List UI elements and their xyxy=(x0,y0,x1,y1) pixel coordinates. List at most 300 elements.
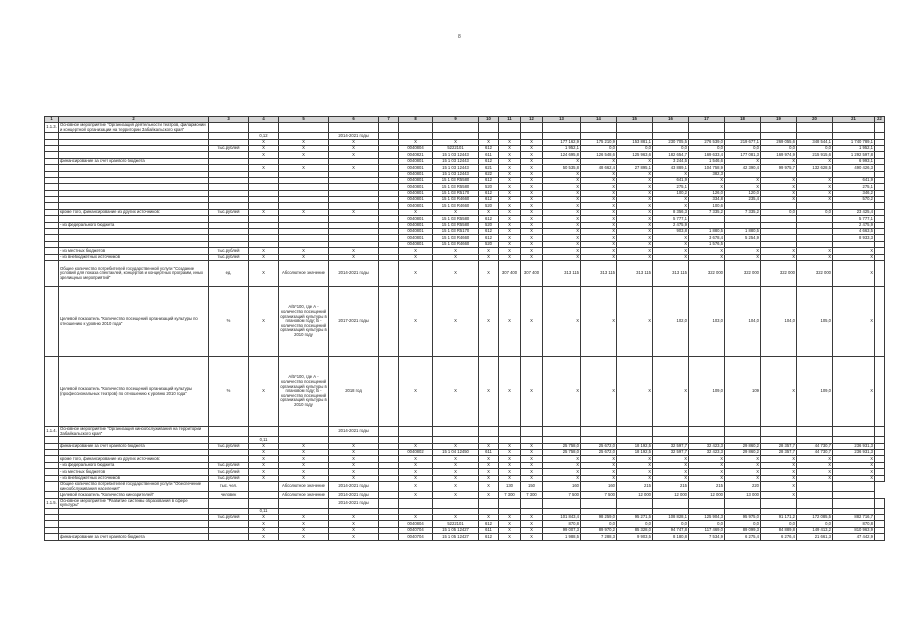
value-cell: X xyxy=(249,462,279,468)
value-cell: 235,4 xyxy=(725,197,761,203)
value-cell: 18 192,5 xyxy=(617,449,653,455)
value-cell xyxy=(433,427,479,437)
value-cell: 1 988,5 xyxy=(543,534,581,540)
value-cell: 0,11 xyxy=(249,508,279,514)
value-cell: X xyxy=(521,222,543,228)
value-cell: X xyxy=(581,235,617,241)
value-cell: X xyxy=(653,469,689,475)
value-cell: 109,0 xyxy=(689,357,725,427)
value-cell: 91 171,2 xyxy=(761,515,797,521)
value-cell: 0040801 xyxy=(399,203,433,209)
value-cell: X xyxy=(581,357,617,427)
value-cell: 15 1 03 R4660 xyxy=(433,241,479,247)
value-cell: 322 000 xyxy=(761,261,797,287)
value-cell: X xyxy=(279,521,329,527)
value-cell: 32 423,3 xyxy=(689,443,725,449)
value-cell: 95 271,5 xyxy=(617,515,653,521)
value-cell: 175 210,9 xyxy=(581,139,617,145)
value-cell: X xyxy=(433,481,479,491)
value-cell: 520 xyxy=(479,184,499,190)
value-cell: X xyxy=(499,190,521,196)
value-cell: 3 678,4 xyxy=(689,235,725,241)
value-cell: X xyxy=(399,357,433,427)
value-cell: X xyxy=(689,248,725,254)
value-cell: X xyxy=(479,443,499,449)
value-cell: 7 534,9 xyxy=(689,534,725,540)
value-cell: X xyxy=(833,254,875,260)
value-cell: 0040821 xyxy=(399,152,433,158)
value-cell: 153 881,1 xyxy=(617,139,653,145)
item-name-cell: Целевой показатель "Количество посещений организаций культуры (профессиональных театров) по отношению к уровню 2010 года" xyxy=(59,357,209,427)
item-code-cell xyxy=(45,481,59,491)
item-name-cell: финансирование за счет краевого бюджета xyxy=(59,534,209,540)
value-cell: X xyxy=(581,197,617,203)
value-cell: X xyxy=(499,177,521,183)
value-cell: X xyxy=(797,248,833,254)
value-cell: X xyxy=(499,203,521,209)
value-cell: X xyxy=(581,203,617,209)
value-cell: X xyxy=(653,248,689,254)
value-cell: X xyxy=(581,222,617,228)
value-cell: 15 1 03 R4660 xyxy=(433,235,479,241)
value-cell: X xyxy=(499,527,521,533)
item-code-cell: 1.1.3. xyxy=(45,123,59,133)
value-cell: 215 xyxy=(653,481,689,491)
value-cell xyxy=(725,427,761,437)
value-cell: X xyxy=(617,469,653,475)
value-cell: X xyxy=(479,261,499,287)
value-cell: X xyxy=(617,229,653,235)
value-cell: X xyxy=(653,357,689,427)
value-cell: 7 300 xyxy=(499,492,521,498)
value-cell: 0,0 xyxy=(653,521,689,527)
value-cell: X xyxy=(617,158,653,164)
item-code-cell: 1.1.5. xyxy=(45,498,59,508)
value-cell: 169 974,9 xyxy=(761,152,797,158)
item-name-cell: Целевой показатель "Количество посещений организаций культуры по отношению к уровню 2010 года" xyxy=(59,287,209,357)
item-name-cell: - из федерального бюджета xyxy=(59,462,209,468)
value-cell: X xyxy=(399,469,433,475)
value-cell: X xyxy=(581,216,617,222)
value-cell xyxy=(875,427,885,437)
value-cell: 2017-2021 годы xyxy=(329,287,379,357)
value-cell: X xyxy=(617,475,653,481)
value-cell: X xyxy=(833,475,875,481)
value-cell: 382,3 xyxy=(689,171,725,177)
value-cell: X xyxy=(833,462,875,468)
item-code-cell xyxy=(45,261,59,287)
value-cell: X xyxy=(433,254,479,260)
value-cell: X xyxy=(499,235,521,241)
value-cell: 612 xyxy=(479,229,499,235)
value-cell xyxy=(379,427,399,437)
value-cell: X xyxy=(329,534,379,540)
value-cell: X xyxy=(279,527,329,533)
value-cell: 44 730,7 xyxy=(797,449,833,455)
value-cell: 322 000 xyxy=(689,261,725,287)
value-cell: 622 xyxy=(479,171,499,177)
value-cell xyxy=(875,261,885,287)
value-cell: 7 300 xyxy=(521,492,543,498)
value-cell: X xyxy=(433,462,479,468)
value-cell: 160 xyxy=(581,481,617,491)
value-cell: X xyxy=(279,145,329,151)
item-name-cell: кроме того, финансирование из других источников: xyxy=(59,209,209,215)
value-cell: X xyxy=(581,469,617,475)
value-cell: X xyxy=(543,209,581,215)
value-cell: X xyxy=(521,209,543,215)
value-cell: X xyxy=(399,481,433,491)
value-cell: X xyxy=(689,456,725,462)
value-cell: тыс.рублей xyxy=(209,515,249,521)
value-cell: X xyxy=(521,521,543,527)
value-cell: X xyxy=(725,462,761,468)
value-cell: X xyxy=(833,287,875,357)
value-cell: 570,2 xyxy=(833,197,875,203)
value-cell: X xyxy=(617,254,653,260)
value-cell: 15 1 03 12443 xyxy=(433,152,479,158)
value-cell: X xyxy=(499,152,521,158)
value-cell: X xyxy=(581,171,617,177)
value-cell: X xyxy=(279,462,329,468)
value-cell: 0,12 xyxy=(249,133,279,139)
value-cell: X xyxy=(797,456,833,462)
value-cell: X xyxy=(499,521,521,527)
value-cell: 0,0 xyxy=(761,521,797,527)
value-cell: 1 880,5 xyxy=(689,229,725,235)
value-cell: X xyxy=(581,241,617,247)
value-cell xyxy=(617,123,653,133)
value-cell: 215 xyxy=(617,481,653,491)
value-cell: X xyxy=(653,475,689,481)
value-cell: 0040802 xyxy=(399,449,433,455)
value-cell: 15 1 03 12443 xyxy=(433,171,479,177)
value-cell: X xyxy=(479,475,499,481)
value-cell: X xyxy=(833,248,875,254)
item-name-cell: Общее количество потребителей государственной услуги "Создание условий для показа спектаклей, концертов и концертных программ, иных зрелищных мероприятий" xyxy=(59,261,209,287)
value-cell: X xyxy=(833,357,875,427)
value-cell: 94 747,8 xyxy=(653,527,689,533)
value-cell: 0,0 xyxy=(797,209,833,215)
value-cell: X xyxy=(617,216,653,222)
value-cell: X xyxy=(581,229,617,235)
value-cell: X xyxy=(617,203,653,209)
value-cell: 612 xyxy=(479,177,499,183)
value-cell: X xyxy=(433,209,479,215)
value-cell: 612 xyxy=(479,216,499,222)
table-row xyxy=(45,261,885,287)
value-cell: X xyxy=(521,158,543,164)
value-cell: 3 244,5 xyxy=(653,158,689,164)
value-cell: X xyxy=(279,248,329,254)
value-cell: X xyxy=(521,515,543,521)
value-cell: X xyxy=(797,177,833,183)
value-cell: X xyxy=(399,456,433,462)
value-cell: X xyxy=(249,443,279,449)
value-cell: 25 672,0 xyxy=(581,449,617,455)
value-cell: X xyxy=(581,177,617,183)
value-cell: X xyxy=(499,145,521,151)
value-cell: 8 933,3 xyxy=(833,235,875,241)
value-cell: 85 328,0 xyxy=(617,527,653,533)
value-cell: 182 654,7 xyxy=(653,152,689,158)
value-cell: X xyxy=(797,190,833,196)
value-cell: X xyxy=(249,475,279,481)
value-cell: 15 1 05 12427 xyxy=(433,527,479,533)
value-cell: X xyxy=(581,475,617,481)
value-cell: 15 1 03 R5170 xyxy=(433,229,479,235)
value-cell: 0,0 xyxy=(761,209,797,215)
value-cell: 149 413,2 xyxy=(797,527,833,533)
value-cell: X xyxy=(521,235,543,241)
value-cell: X xyxy=(543,216,581,222)
value-cell: 104,0 xyxy=(725,287,761,357)
value-cell: X xyxy=(543,222,581,228)
value-cell xyxy=(875,534,885,540)
value-cell: X xyxy=(761,248,797,254)
value-cell: 0040801 xyxy=(399,229,433,235)
value-cell: X xyxy=(433,287,479,357)
value-cell: X xyxy=(399,475,433,481)
value-cell: X xyxy=(521,190,543,196)
value-cell: 32 597,7 xyxy=(653,449,689,455)
value-cell xyxy=(249,481,279,491)
value-cell: X xyxy=(543,469,581,475)
value-cell xyxy=(379,357,399,427)
value-cell: X xyxy=(521,287,543,357)
value-cell: X xyxy=(329,456,379,462)
value-cell: 612 xyxy=(479,521,499,527)
value-cell: 101 843,4 xyxy=(543,515,581,521)
value-cell: 169 633,4 xyxy=(689,152,725,158)
value-cell xyxy=(875,357,885,427)
value-cell: 15 1 03 R5580 xyxy=(433,222,479,228)
value-cell xyxy=(379,123,399,133)
value-cell: X xyxy=(617,287,653,357)
value-cell: X xyxy=(833,469,875,475)
value-cell: 43 889,1 xyxy=(653,165,689,171)
value-cell: 18 192,5 xyxy=(617,443,653,449)
value-cell: A/Б*100, где А - количество посещений организаций культуры в плановом году; Б - количество посещений организаций культуры в 2010 году xyxy=(279,287,329,357)
value-cell: X xyxy=(499,209,521,215)
value-cell xyxy=(399,427,433,437)
value-cell: 0,0 xyxy=(581,145,617,151)
item-name-cell: - из внебюджетных источников xyxy=(59,254,209,260)
value-cell: 612 xyxy=(479,158,499,164)
value-cell: X xyxy=(249,254,279,260)
value-cell: X xyxy=(761,158,797,164)
value-cell: 84 889,8 xyxy=(761,527,797,533)
value-cell: 7 335,2 xyxy=(725,209,761,215)
value-cell: X xyxy=(761,481,797,491)
value-cell: X xyxy=(479,248,499,254)
value-cell: X xyxy=(521,241,543,247)
value-cell: 120,0 xyxy=(725,190,761,196)
value-cell: 641,9 xyxy=(653,177,689,183)
value-cell: X xyxy=(329,462,379,468)
value-cell: X xyxy=(479,515,499,521)
value-cell: X xyxy=(329,145,379,151)
value-cell: X xyxy=(653,456,689,462)
value-cell: X xyxy=(761,177,797,183)
value-cell: X xyxy=(521,216,543,222)
value-cell: 105,0 xyxy=(797,287,833,357)
value-cell xyxy=(499,498,521,508)
value-cell: 275,1 xyxy=(833,184,875,190)
value-cell: X xyxy=(617,177,653,183)
value-cell: X xyxy=(521,475,543,481)
value-cell: X xyxy=(329,521,379,527)
value-cell xyxy=(279,498,329,508)
value-cell: X xyxy=(761,475,797,481)
value-cell xyxy=(543,498,581,508)
value-cell: 621 xyxy=(479,165,499,171)
value-cell: X xyxy=(653,203,689,209)
value-cell: X xyxy=(399,515,433,521)
value-cell: X xyxy=(433,475,479,481)
value-cell: X xyxy=(329,443,379,449)
value-cell: 15 1 03 R4660 xyxy=(433,203,479,209)
value-cell: 12 000 xyxy=(653,492,689,498)
value-cell: X xyxy=(329,254,379,260)
value-cell: X xyxy=(521,165,543,171)
column-number: 15 xyxy=(617,117,653,123)
value-cell: 130 xyxy=(499,481,521,491)
value-cell: 1 880,5 xyxy=(725,229,761,235)
value-cell: X xyxy=(797,475,833,481)
value-cell: 0,0 xyxy=(725,521,761,527)
value-cell: X xyxy=(521,229,543,235)
value-cell: X xyxy=(399,248,433,254)
value-cell: 25 672,0 xyxy=(581,443,617,449)
value-cell: X xyxy=(543,357,581,427)
item-code-cell xyxy=(45,287,59,357)
value-cell: X xyxy=(797,462,833,468)
value-cell: человек xyxy=(209,492,249,498)
value-cell: X xyxy=(689,254,725,260)
value-cell xyxy=(209,123,249,133)
column-number: 6 xyxy=(329,117,379,123)
value-cell xyxy=(521,498,543,508)
value-cell: X xyxy=(761,190,797,196)
value-cell: X xyxy=(329,469,379,475)
value-cell xyxy=(833,123,875,133)
value-cell: X xyxy=(279,254,329,260)
value-cell xyxy=(689,498,725,508)
value-cell: X xyxy=(329,248,379,254)
column-number: 9 xyxy=(433,117,479,123)
value-cell: 15 1 03 12443 xyxy=(433,158,479,164)
value-cell: X xyxy=(279,515,329,521)
item-name-cell: Основное мероприятие "Организация кинообслуживания на территории Забайкальского края" xyxy=(59,427,209,437)
value-cell xyxy=(279,123,329,133)
page-number: 8 xyxy=(458,34,461,40)
value-cell: 1 952,1 xyxy=(543,145,581,151)
value-cell: X xyxy=(689,177,725,183)
value-cell: 0,0 xyxy=(761,145,797,151)
value-cell: X xyxy=(581,456,617,462)
value-cell: X xyxy=(653,254,689,260)
value-cell xyxy=(833,481,875,491)
value-cell xyxy=(761,498,797,508)
value-cell: тыс.рублей xyxy=(209,254,249,260)
value-cell xyxy=(499,123,521,133)
value-cell: 0,0 xyxy=(689,521,725,527)
value-cell: X xyxy=(689,184,725,190)
value-cell: 275,1 xyxy=(653,184,689,190)
value-cell: 0,0 xyxy=(689,145,725,151)
value-cell: X xyxy=(617,222,653,228)
value-cell: 50 535,8 xyxy=(543,165,581,171)
value-cell: 0,0 xyxy=(797,145,833,151)
column-number: 17 xyxy=(689,117,725,123)
value-cell: 89 970,2 xyxy=(581,527,617,533)
value-cell: X xyxy=(499,197,521,203)
value-cell: X xyxy=(279,469,329,475)
value-cell: 7 335,2 xyxy=(689,209,725,215)
value-cell: ед. xyxy=(209,261,249,287)
value-cell xyxy=(209,427,249,437)
value-cell xyxy=(797,123,833,133)
item-name-cell: Основное мероприятие "Организация деятельности театров, филармонии и концертной организации на территории Забайкальского края" xyxy=(59,123,209,133)
value-cell: X xyxy=(761,469,797,475)
value-cell: 28 357,7 xyxy=(761,449,797,455)
value-cell: X xyxy=(499,515,521,521)
value-cell: 612 xyxy=(479,190,499,196)
value-cell: 103,0 xyxy=(689,287,725,357)
value-cell: 0040801 xyxy=(399,165,433,171)
value-cell: X xyxy=(617,197,653,203)
value-cell: X xyxy=(249,165,279,171)
value-cell: 1 292 597,8 xyxy=(833,152,875,158)
value-cell: X xyxy=(249,145,279,151)
value-cell: X xyxy=(521,184,543,190)
value-cell: 15 1 04 12450 xyxy=(433,449,479,455)
value-cell: X xyxy=(279,534,329,540)
value-cell: X xyxy=(521,449,543,455)
value-cell: X xyxy=(399,209,433,215)
value-cell: 15 1 03 R5580 xyxy=(433,184,479,190)
value-cell: 882 716,7 xyxy=(833,515,875,521)
value-cell: X xyxy=(399,287,433,357)
value-cell: 0040801 xyxy=(399,216,433,222)
value-cell: 269 055,6 xyxy=(761,139,797,145)
value-cell: 15 1 03 R5580 xyxy=(433,216,479,222)
value-cell: 215 915,6 xyxy=(797,152,833,158)
value-cell: X xyxy=(399,462,433,468)
value-cell xyxy=(209,534,249,540)
value-cell: X xyxy=(689,462,725,468)
value-cell: 2014-2021 годы xyxy=(329,133,379,139)
value-cell: X xyxy=(833,261,875,287)
value-cell: X xyxy=(797,184,833,190)
value-cell: 219 677,1 xyxy=(725,139,761,145)
value-cell: X xyxy=(761,357,797,427)
value-cell: 0040801 xyxy=(399,177,433,183)
value-cell: X xyxy=(433,456,479,462)
value-cell: 126,0 xyxy=(689,190,725,196)
value-cell: 0040801 xyxy=(399,158,433,164)
value-cell: 132 628,5 xyxy=(797,165,833,171)
value-cell: 32 597,7 xyxy=(653,443,689,449)
value-cell: 125 963,6 xyxy=(617,152,653,158)
value-cell: 346,2 xyxy=(833,190,875,196)
value-cell: 0040801 xyxy=(399,222,433,228)
value-cell: X xyxy=(329,515,379,521)
value-cell: X xyxy=(617,184,653,190)
value-cell: X xyxy=(543,287,581,357)
value-cell: X xyxy=(433,443,479,449)
